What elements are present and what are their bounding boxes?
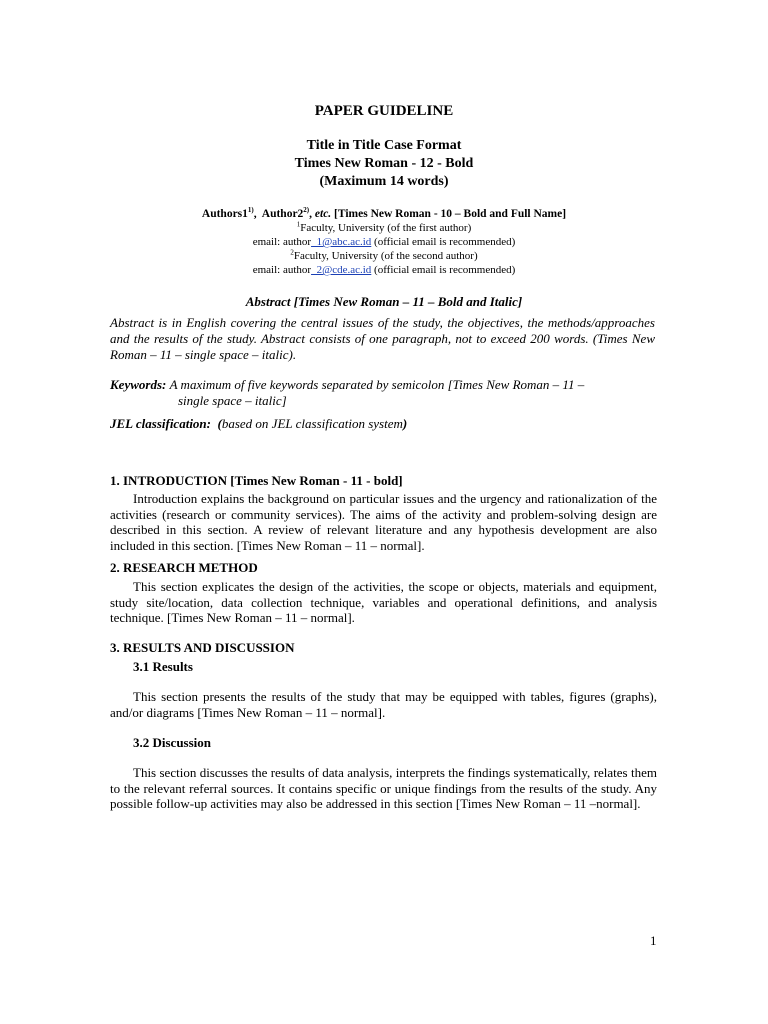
document-title: PAPER GUIDELINE — [314, 103, 454, 119]
paper-title-block — [0, 137, 768, 191]
keywords-text: A maximum of five keywords separated by semicolon [Times New Roman – 11 – — [169, 377, 585, 392]
email-2-link[interactable]: _2@cde.ac.id — [311, 264, 372, 276]
author-1-name: Authors1 — [201, 208, 248, 220]
authors-block — [0, 207, 768, 277]
email-1-label: email: author — [252, 236, 312, 248]
affiliation-1 — [0, 221, 768, 235]
jel-close-paren: ) — [402, 416, 408, 431]
title-line-2: Times New Roman - 12 - Bold — [294, 156, 474, 171]
authors-line: Authors1$^{1)}$, Author2$^{2)}$, etc. [Times New Roman - 10 – Bold and Full Name] — [201, 206, 567, 220]
email-2-line — [0, 263, 768, 277]
section-results-heading: 3. RESULTS AND DISCUSSION — [110, 640, 295, 655]
title-line-3: (Maximum 14 words) — [319, 174, 449, 189]
jel-text: based on JEL classification system — [221, 416, 403, 431]
subsection-results-body: This section presents the results of the study that may be equipped with tables, figures (graphs), and/or diagrams [Times New Roman – 11 – normal]. — [110, 689, 657, 720]
subsection-discussion-body: This section discusses the results of data analysis, interprets the findings systematically, relates them to the relevant referral sources. It contains specific or unique findings from the results of the study. Any possible follow-up activities may also be addressed in this section [Times New Roman – 11 –normal]. — [110, 765, 657, 812]
email-1-note: (official email is recommended) — [374, 236, 516, 248]
keywords-block — [110, 377, 655, 409]
jel-open-paren: ( — [217, 416, 222, 431]
email-1-link[interactable]: _1@abc.ac.id — [311, 236, 372, 248]
section-introduction-body: Introduction explains the background on particular issues and the urgency and rationalization of the activities (research or community services). The aims of the activity and problem-solving design are described in this section. A review of relevant literature and any hypothesis development are also included in this section. [Times New Roman – 11 – normal]. — [110, 491, 657, 554]
abstract-body: Abstract is in English covering the central issues of the study, the objectives, the methods/approaches and the results of the study. Abstract consists of one paragraph, not to exceed 200 words. (Times New Roman – 11 – single space – italic). — [110, 315, 655, 362]
author-1-sup: 1) — [247, 206, 254, 215]
affiliation-1-sup: 1 — [296, 220, 301, 229]
affiliation-2-text: Faculty, University (of the second author) — [293, 250, 478, 262]
section-introduction-heading: 1. INTRODUCTION [Times New Roman - 11 - bold] — [110, 473, 403, 488]
author-2-name: Author2 — [261, 208, 304, 220]
affiliation-2 — [0, 249, 768, 263]
subsection-discussion-heading: 3.2 Discussion — [133, 735, 212, 750]
email-2-note: (official email is recommended) — [374, 264, 516, 276]
authors-note: [Times New Roman - 10 – Bold and Full Name] — [334, 208, 567, 220]
keywords-text-continued: single space – italic] — [178, 393, 287, 408]
jel-label: JEL classification: — [110, 416, 211, 431]
subsection-results-heading: 3.1 Results — [133, 659, 193, 674]
authors-etc: etc. — [314, 208, 332, 220]
title-line-1: Title in Title Case Format — [306, 138, 462, 153]
author-2-sup: 2) — [303, 206, 310, 215]
email-1-line — [0, 235, 768, 249]
affiliation-2-sup: 2 — [290, 248, 294, 257]
affiliation-1-text: Faculty, University (of the first author) — [300, 222, 472, 234]
page-number: 1 — [650, 933, 657, 948]
keywords-label: Keywords: — [110, 377, 167, 392]
email-2-label: email: author — [252, 264, 312, 276]
abstract-heading: Abstract [Times New Roman – 11 – Bold and Italic] — [245, 294, 523, 309]
section-method-heading: 2. RESEARCH METHOD — [110, 560, 258, 575]
section-method-body: This section explicates the design of the activities, the scope or objects, materials and equipment, study site/location, data collection technique, variables and operational definitions, and analysis technique. [Times New Roman – 11 – normal]. — [110, 579, 657, 626]
jel-block — [110, 416, 655, 432]
